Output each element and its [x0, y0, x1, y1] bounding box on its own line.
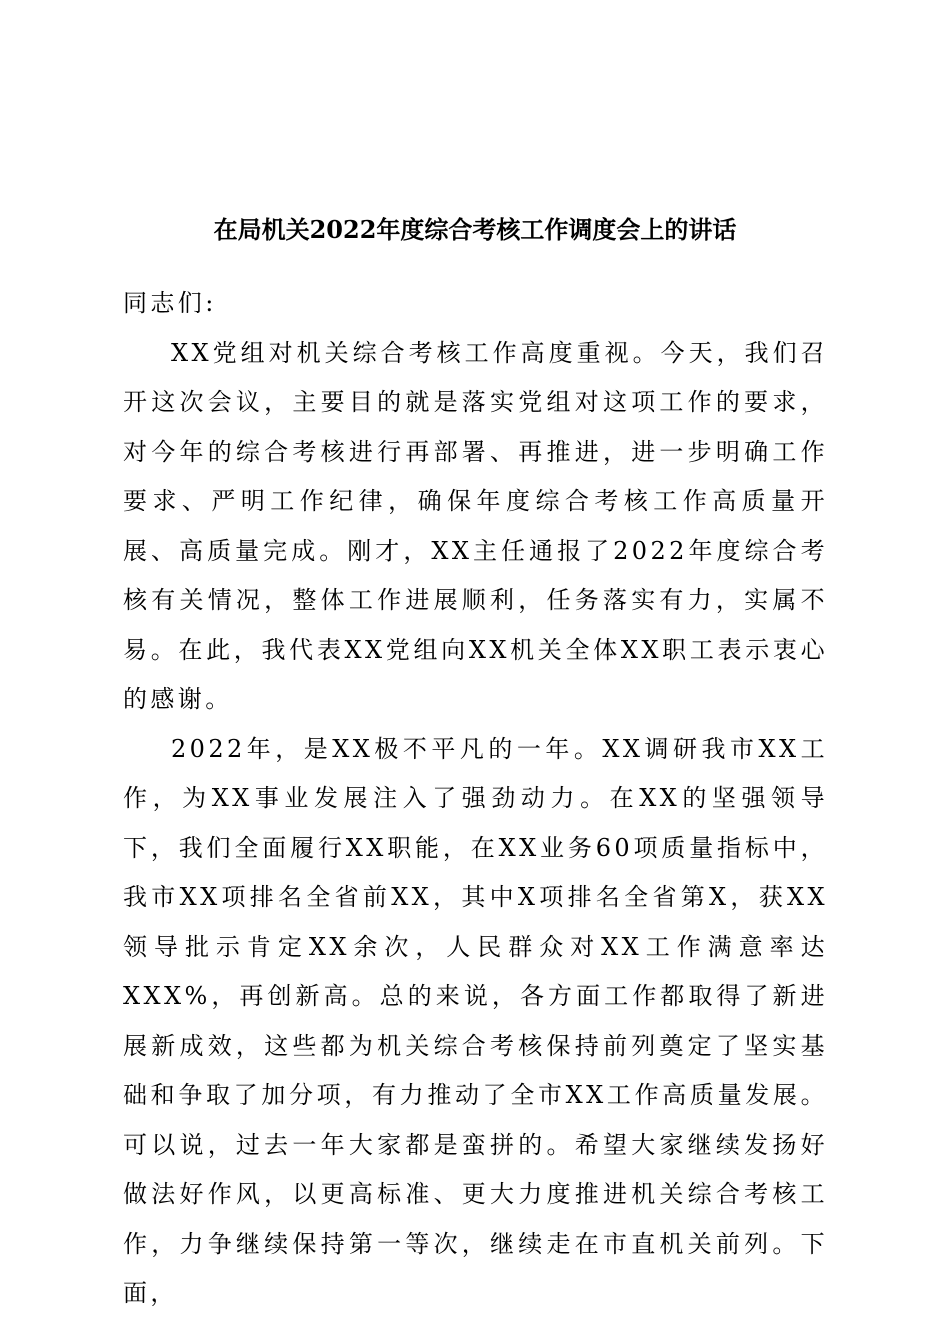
salutation: 同志们:: [123, 289, 217, 317]
document-title: 在局机关2022年度综合考核工作调度会上的讲话: [213, 215, 737, 244]
document-body: [123, 279, 828, 1319]
paragraph: 2022年，是XX极不平凡的一年。XX调研我市XX工作，为XX事业发展注入了强劲动力。在XX的坚强领导下，我们全面履行XX职能，在XX业务60项质量指标中，我市XX项排名全省前XX，其中X项排名全省第X，获XX领导批示肯定XX余次，人民群众对XX工作满意率达XXX%，再创新高。总的来说，各方面工作都取得了新进展新成效，这些都为机关综合考核保持前列奠定了坚实基础和争取了加分项，有力推动了全市XX工作高质量发展。可以说，过去一年大家都是蛮拼的。希望大家继续发扬好做法好作风，以更高标准、更大力度推进机关综合考核工作，力争继续保持第一等次，继续走在市直机关前列。下面，: [123, 734, 828, 1307]
paragraph: XX党组对机关综合考核工作高度重视。今天，我们召开这次会议，主要目的就是落实党组对这项工作的要求，对今年的综合考核进行再部署、再推进，进一步明确工作要求、严明工作纪律，确保年度综合考核工作高质量开展、高质量完成。刚才，XX主任通报了2022年度综合考核有关情况，整体工作进展顺利，任务落实有力，实属不易。在此，我代表XX党组向XX机关全体XX职工表示衷心的感谢。: [123, 338, 828, 713]
